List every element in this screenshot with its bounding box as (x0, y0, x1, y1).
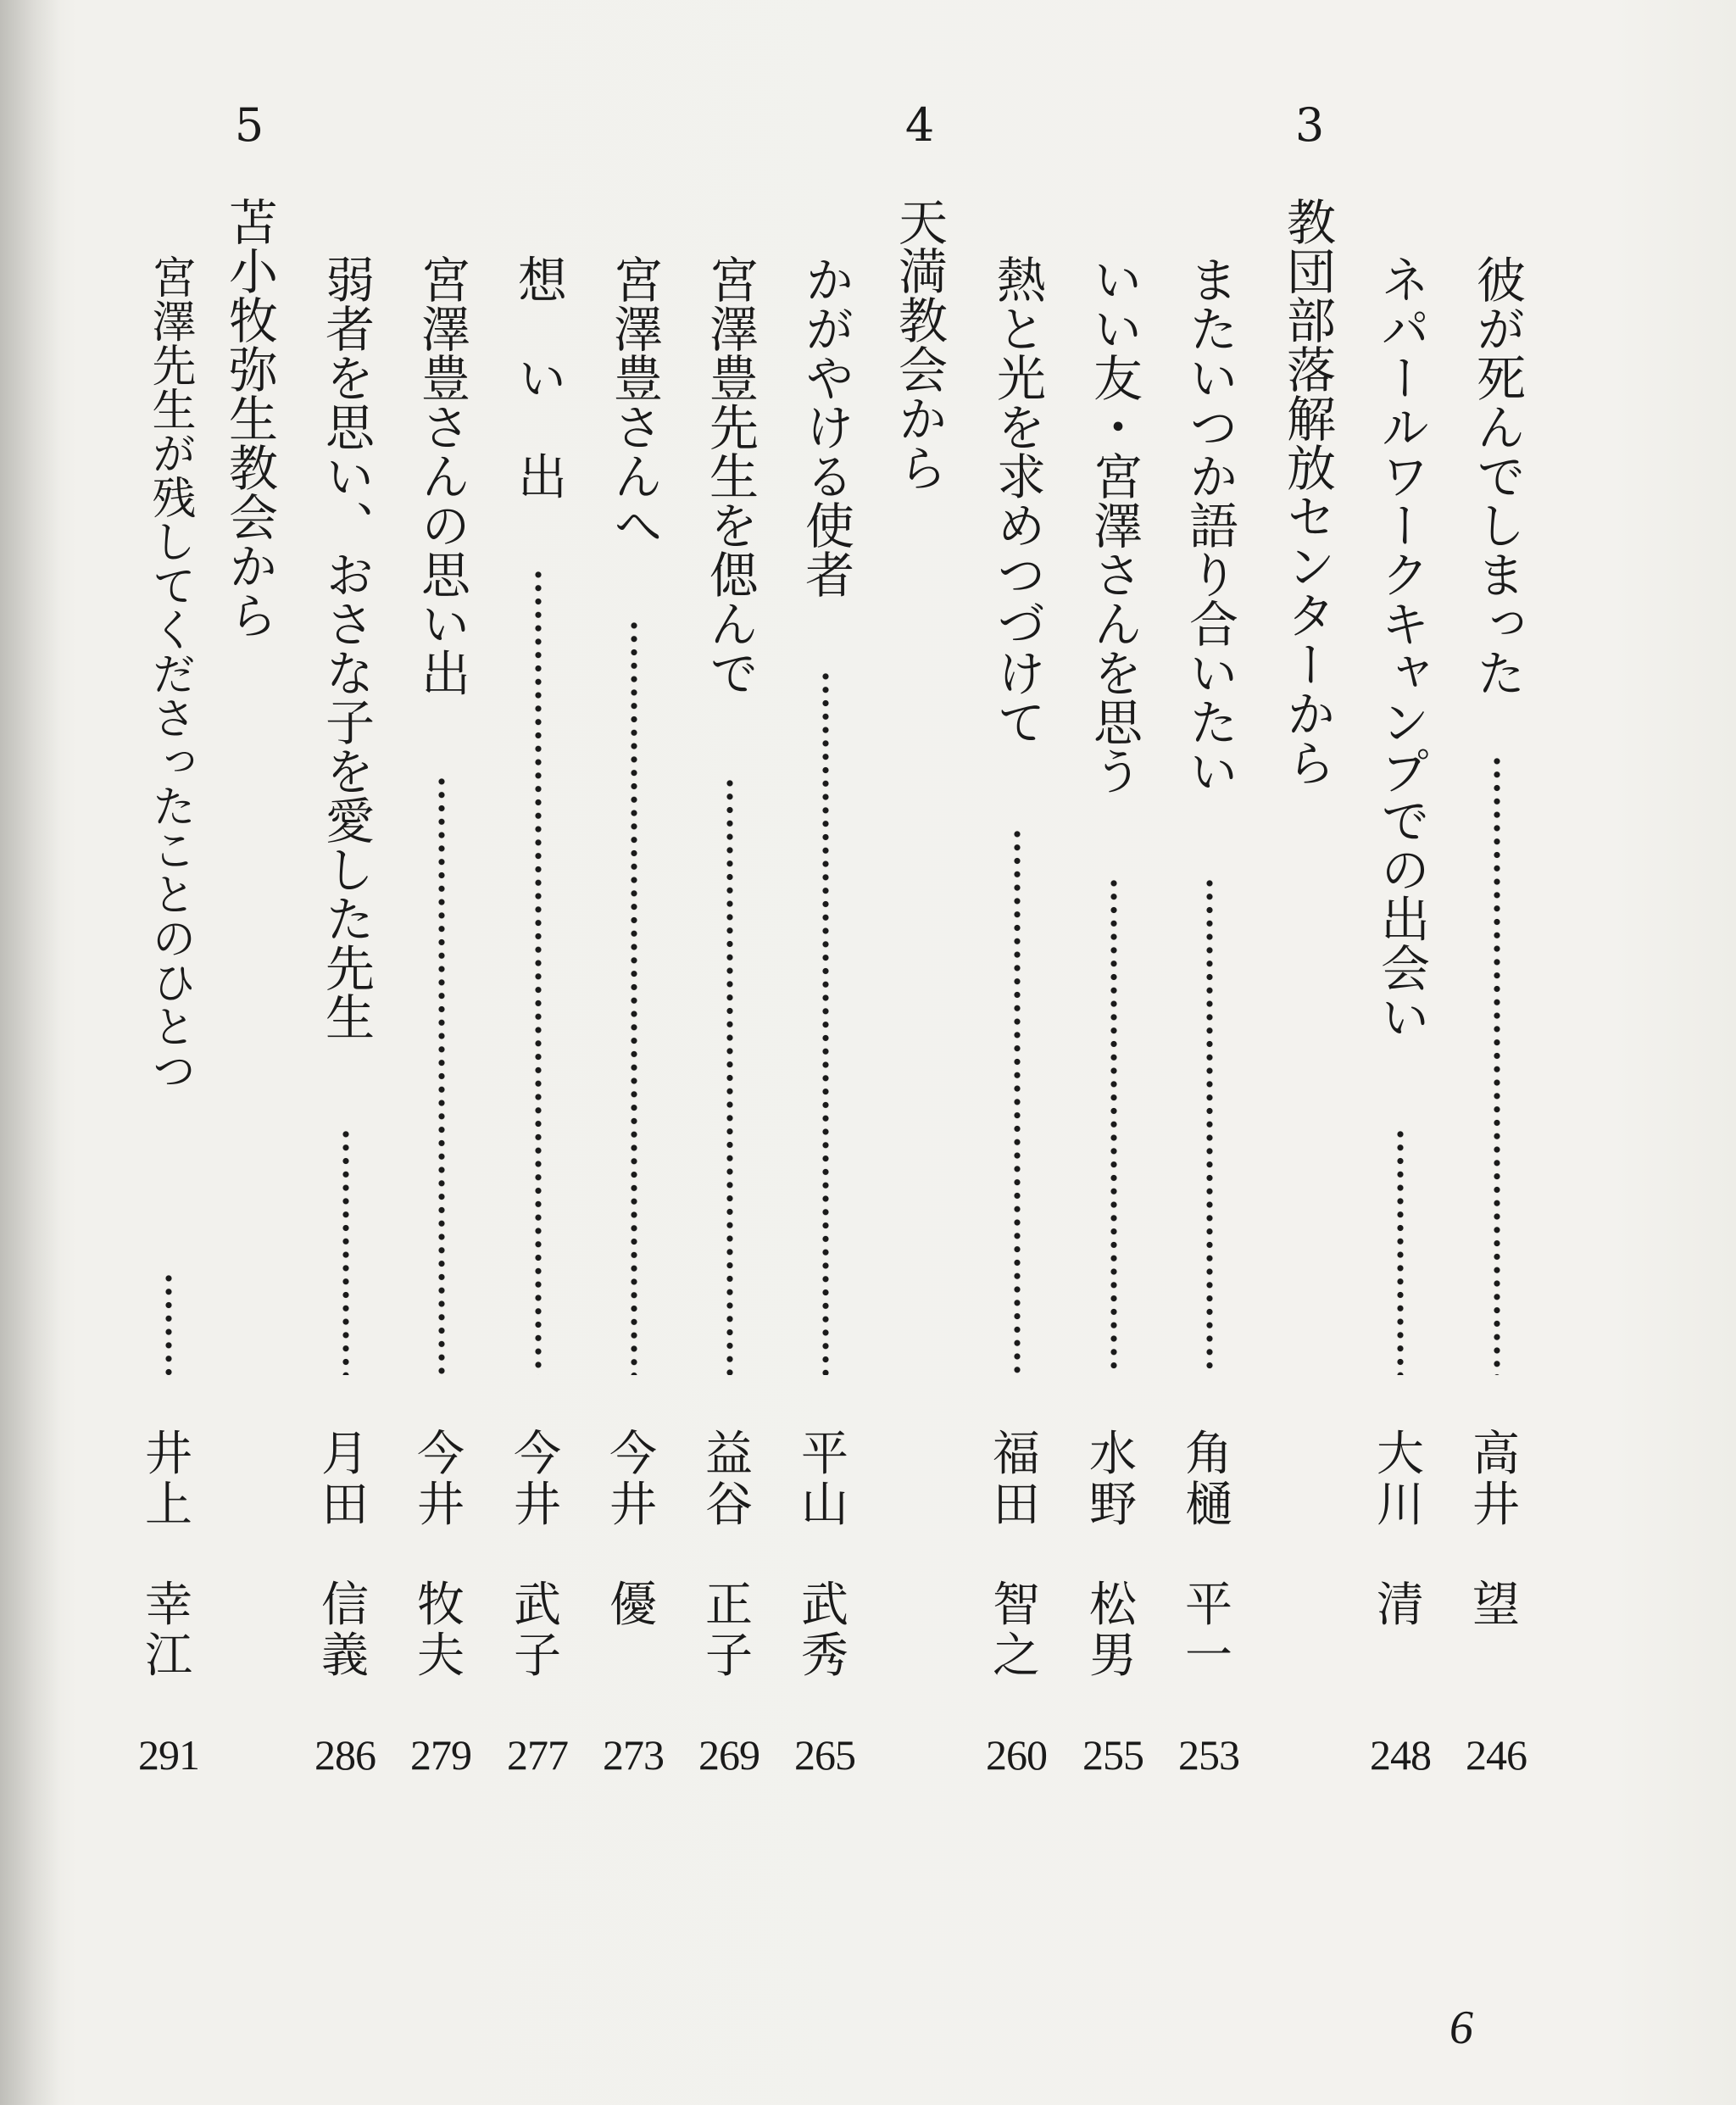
author-first-name: 望 (1472, 1578, 1520, 1633)
dot-leader (165, 1272, 172, 1375)
dot-leader (1206, 877, 1213, 1375)
entry-title: またいつか語り合いたい (1181, 254, 1238, 795)
entry-author (699, 1429, 759, 1682)
page-number: 253 (1178, 1731, 1239, 1779)
author-last-name: 月 田 (321, 1427, 369, 1533)
author-last-name: 井 上 (145, 1427, 192, 1533)
folio-page-number: 6 (1449, 2002, 1473, 2054)
entry-author (411, 1429, 470, 1682)
binding-shadow (0, 0, 59, 2105)
author-last-name: 福 田 (993, 1427, 1040, 1533)
author-last-name: 益 谷 (705, 1427, 753, 1533)
entry-author (1371, 1429, 1430, 1631)
author-first-name: 信 義 (321, 1578, 369, 1684)
section-number-5: 5 (234, 98, 264, 152)
entry-title: かがやける使者 (797, 254, 854, 599)
author-first-name: 武 子 (514, 1578, 561, 1684)
author-last-name: 平 山 (801, 1427, 849, 1533)
dot-leader (1397, 1128, 1404, 1375)
entry-title: 宮澤豊さんの思い出 (413, 254, 470, 697)
author-last-name: 今 井 (417, 1427, 465, 1533)
entry-author (315, 1429, 375, 1682)
section-heading-4: 天満教会から (890, 197, 948, 492)
page-number: 248 (1370, 1731, 1431, 1779)
author-last-name: 高 井 (1472, 1427, 1520, 1533)
entry-author (987, 1429, 1046, 1682)
section-heading-5: 苫小牧弥生教会から (220, 197, 278, 639)
entry-title: ネパールワークキャンプでの出会い (1372, 254, 1430, 1041)
entry-title: 宮澤先生が残してくださったことのひとつ (144, 254, 195, 1092)
author-first-name: 優 (609, 1578, 657, 1633)
page-number: 286 (314, 1731, 376, 1779)
author-last-name: 今 井 (609, 1427, 657, 1533)
page-number: 279 (410, 1731, 471, 1779)
author-first-name: 松 男 (1089, 1578, 1137, 1684)
entry-author (1466, 1429, 1526, 1631)
author-first-name: 清 (1377, 1578, 1424, 1633)
entry-title: 宮澤豊さんへ (605, 254, 663, 549)
dot-leader (535, 568, 542, 1375)
entry-title: 熱と光を求めつづけて (988, 254, 1046, 746)
page-number: 260 (986, 1731, 1047, 1779)
page-number: 291 (138, 1731, 199, 1779)
author-first-name: 平 一 (1185, 1578, 1232, 1684)
author-first-name: 智 之 (993, 1578, 1040, 1684)
dot-leader (342, 1128, 349, 1375)
author-first-name: 幸 江 (145, 1578, 192, 1684)
entry-title: 想 い 出 (509, 254, 567, 500)
dot-leader (1494, 755, 1500, 1375)
author-last-name: 水 野 (1089, 1427, 1137, 1533)
page-number: 269 (698, 1731, 760, 1779)
dot-leader (438, 775, 445, 1375)
section-heading-3: 教団部落解放センターから (1278, 197, 1336, 787)
dot-leader (1014, 827, 1021, 1375)
dot-leader (1110, 877, 1117, 1375)
dot-leader (822, 670, 829, 1375)
page-number: 273 (603, 1731, 664, 1779)
author-first-name: 武 秀 (801, 1578, 849, 1684)
author-last-name: 今 井 (514, 1427, 561, 1533)
page-number: 255 (1082, 1731, 1143, 1779)
entry-title: 彼が死んでしまった (1468, 254, 1526, 697)
section-number-4: 4 (904, 98, 935, 152)
entry-author (1179, 1429, 1238, 1682)
author-last-name: 角 樋 (1185, 1427, 1232, 1533)
dot-leader (631, 619, 637, 1375)
dot-leader (726, 777, 733, 1375)
entry-author (508, 1429, 567, 1682)
entry-title: いい友・宮澤さんを思う (1085, 254, 1143, 795)
section-number-3: 3 (1294, 98, 1325, 152)
author-first-name: 牧 夫 (417, 1578, 465, 1684)
entry-author (604, 1429, 663, 1631)
entry-author (795, 1429, 854, 1682)
page-number: 277 (507, 1731, 568, 1779)
author-last-name: 大 川 (1377, 1427, 1424, 1533)
entry-author (139, 1429, 198, 1682)
entry-title: 宮澤豊先生を偲んで (701, 254, 759, 697)
entry-title: 弱者を思い、おさな子を愛した先生 (317, 254, 375, 1041)
entry-author (1083, 1429, 1143, 1682)
page-number: 246 (1466, 1731, 1527, 1779)
page-number: 265 (794, 1731, 855, 1779)
author-first-name: 正 子 (705, 1578, 753, 1684)
